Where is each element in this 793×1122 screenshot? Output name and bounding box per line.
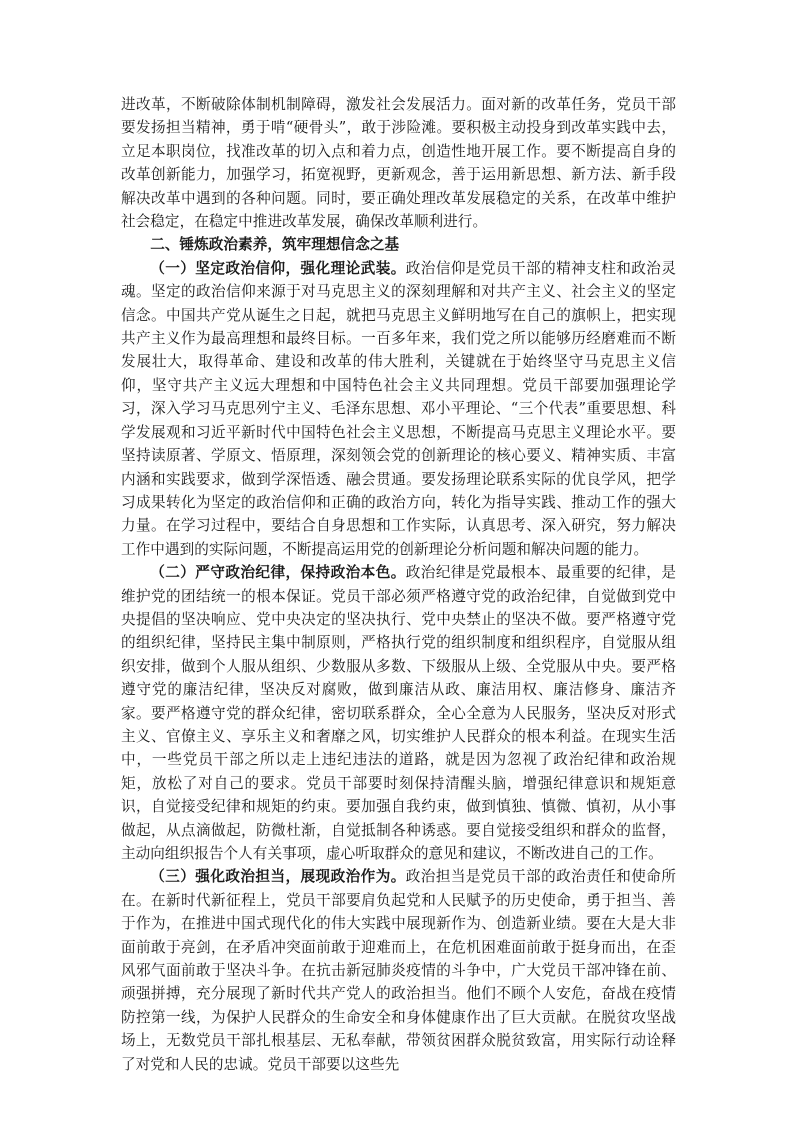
paragraph-political-belief <box>121 257 676 561</box>
paragraph-body-responsibility: 政治担当是党员干部的政治责任和使命所在。在新时代新征程上，党员干部要肩负起党和人民赋予的历史使命，勇于担当、善于作为，在推进中国式现代化的伟大实践中展现新作为、创造新业绩。要在大是大非面前敢于亮剑，在矛盾冲突面前敢于迎难而上，在危机困难面前敢于挺身而出，在歪风邪气面前敢于坚决斗争。在抗击新冠肺炎疫情的斗争中，广大党员干部冲锋在前、顽强拼搏，充分展现了新时代共产党人的政治担当。他们不顾个人安危，奋战在疫情防控第一线，为保护人民群众的生命安全和身体健康作出了巨大贡献。在脱贫攻坚战场上，无数党员干部扎根基层、无私奉献，带领贫困群众脱贫致富，用实际行动诠释了对党和人民的忠诚。党员干部要以这些先 <box>121 868 676 1073</box>
paragraph-political-responsibility <box>121 865 676 1076</box>
paragraph-reform-continuation: 进改革，不断破除体制机制障碍，激发社会发展活力。面对新的改革任务，党员干部要发扬担当精神，勇于啃“硬骨头”，敢于涉险滩。要积极主动投身到改革实践中去，立足本职岗位，找准改革的切入点和着力点，创造性地开展工作。要不断提高自身的改革创新能力，加强学习，拓宽视野，更新观念，善于运用新思想、新方法、新手段解决改革中遇到的各种问题。同时，要正确处理改革发展稳定的关系，在改革中维护社会稳定，在稳定中推进改革发展，确保改革顺利进行。 <box>121 96 676 231</box>
document-page <box>121 93 676 1076</box>
paragraph-body-belief: 政治信仰是党员干部的精神支柱和政治灵魂。坚定的政治信仰来源于对马克思主义的深刻理解和对共产主义、社会主义的坚定信念。中国共产党从诞生之日起，就把马克思主义鲜明地写在自己的旗帜上，把实现共产主义作为最高理想和最终目标。一百多年来，我们党之所以能够历经磨难而不断发展壮大，取得革命、建设和改革的伟大胜利，关键就在于始终坚守马克思主义信仰，坚守共产主义远大理想和中国特色社会主义共同理想。党员干部要加强理论学习，深入学习马克思列宁主义、毛泽东思想、邓小平理论、“三个代表”重要思想、科学发展观和习近平新时代中国特色社会主义思想，不断提高马克思主义理论水平。要坚持读原著、学原文、悟原理，深刻领会党的创新理论的核心要义、精神实质、丰富内涵和实践要求，做到学深悟透、融会贯通。要发扬理论联系实际的优良学风，把学习成果转化为坚定的政治信仰和正确的政治方向，转化为指导实践、推动工作的强大力量。在学习过程中，要结合自身思想和工作实际，认真思考、深入研究，努力解决工作中遇到的实际问题，不断提高运用党的创新理论分析问题和解决问题的能力。 <box>121 259 676 558</box>
paragraph-body-discipline: 政治纪律是党最根本、最重要的纪律，是维护党的团结统一的根本保证。党员干部必须严格遵守党的政治纪律，自觉做到党中央提倡的坚决响应、党中央决定的坚决执行、党中央禁止的坚决不做。要严格遵守党的组织纪律，坚持民主集中制原则，严格执行党的组织制度和组织程序，自觉服从组织安排，做到个人服从组织、少数服从多数、下级服从上级、全党服从中央。要严格遵守党的廉洁纪律，坚决反对腐败，做到廉洁从政、廉洁用权、廉洁修身、廉洁齐家。要严格遵守党的群众纪律，密切联系群众，全心全意为人民服务，坚决反对形式主义、官僚主义、享乐主义和奢靡之风，切实维护人民群众的根本利益。在现实生活中，一些党员干部之所以走上违纪违法的道路，就是因为忽视了政治纪律和政治规矩，放松了对自己的要求。党员干部要时刻保持清醒头脑，增强纪律意识和规矩意识，自觉接受纪律和规矩的约束。要加强自我约束，做到慎独、慎微、慎初，从小事做起，从点滴做起，防微杜渐，自觉抵制各种诱惑。要自觉接受组织和群众的监督，主动向组织报告个人有关事项，虚心听取群众的意见和建议，不断改进自己的工作。 <box>121 564 676 862</box>
paragraph-political-discipline <box>121 561 676 865</box>
subsection-heading-responsibility: （三）强化政治担当，展现政治作为。 <box>150 868 406 886</box>
subsection-heading-belief: （一）坚定政治信仰，强化理论武装。 <box>150 259 406 277</box>
subsection-heading-discipline: （二）严守政治纪律，保持政治本色。 <box>150 564 406 582</box>
section-heading: 二、锤炼政治素养，筑牢理想信念之基 <box>150 236 400 254</box>
